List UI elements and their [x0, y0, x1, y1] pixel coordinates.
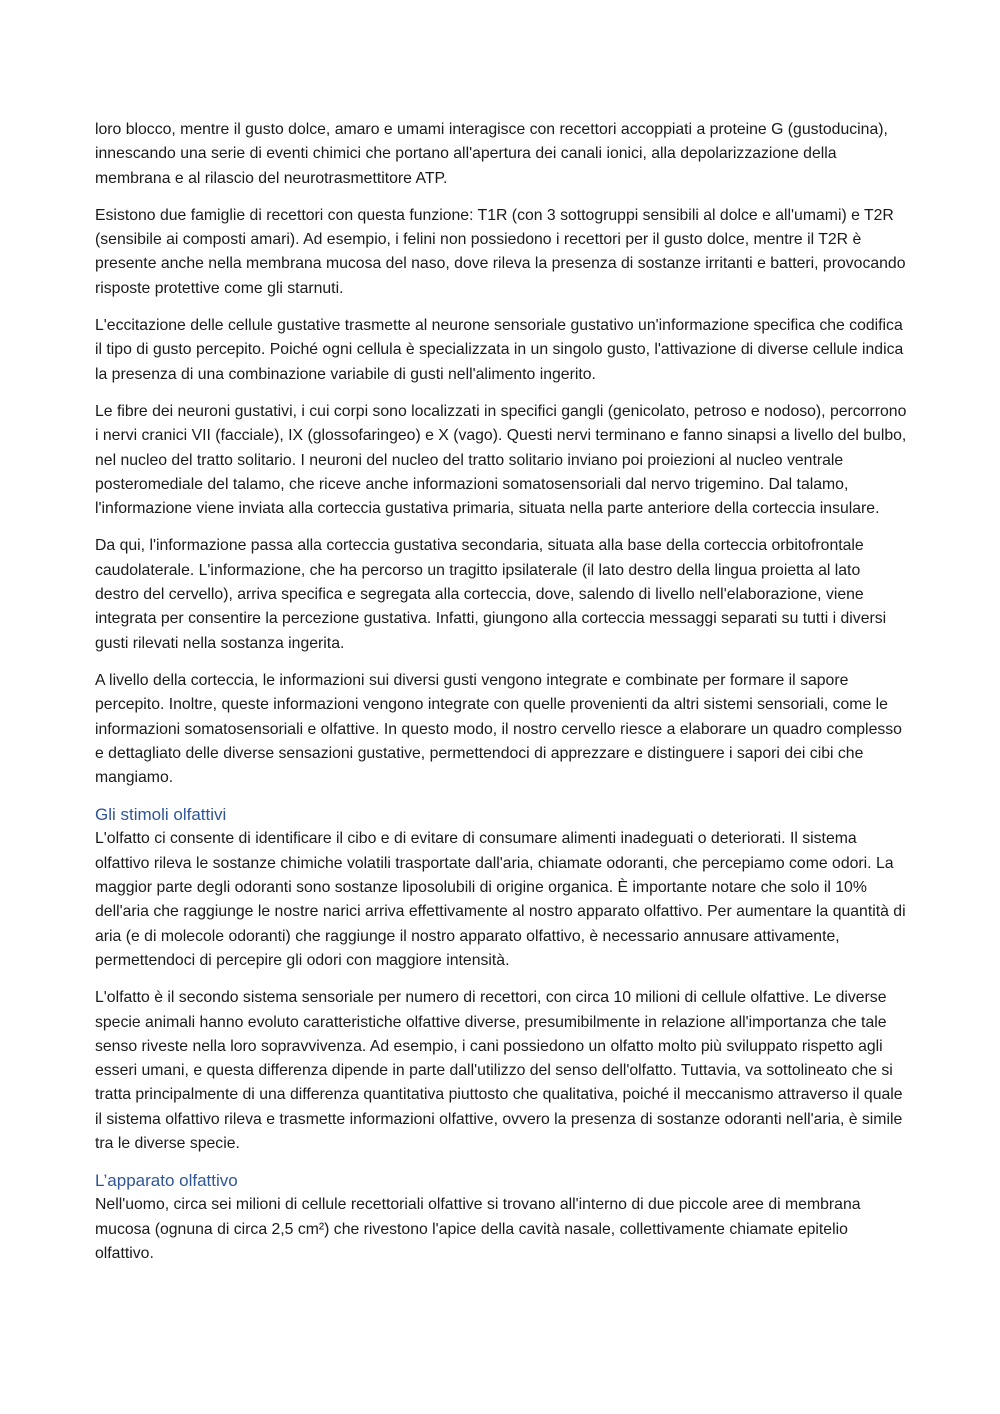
paragraph: Da qui, l'informazione passa alla corteccia gustativa secondaria, situata alla base della corteccia orbitofrontale caudolaterale. L'informazione, che ha percorso un tragitto ipsilaterale (il lato destro della lingua proietta al lato destro del cervello), arriva specifica e segregata alla corteccia, dove, salendo di livello nell'elaborazione, viene integrata per consentire la percezione gustativa. Infatti, giungono alla corteccia messaggi separati su tutti i diversi gusti rilevati nella sostanza ingerita. [95, 537, 887, 652]
paragraph: A livello della corteccia, le informazioni sui diversi gusti vengono integrate e combinate per formare il sapore percepito. Inoltre, queste informazioni vengono integrate con quelle provenienti da altri sistemi sensoriali, come le informazioni somatosensoriali e olfattive. In questo modo, il nostro cervello riesce a elaborare un quadro complesso e dettagliato delle diverse sensazioni gustative, permettendoci di apprezzare e distinguere i sapori dei cibi che mangiamo. [95, 671, 902, 787]
paragraph: L'olfatto ci consente di identificare il cibo e di evitare di consumare alimenti inadeguati o deteriorati. Il sistema olfattivo rileva le sostanze chimiche volatili trasportate dall'aria, chiamate odoranti, che percepiamo come odori. La maggior parte degli odoranti sono sostanze liposolubili di origine organica. È importante notare che solo il 10% dell'aria che raggiunge le nostre narici arriva effettivamente al nostro apparato olfattivo. Per aumentare la quantità di aria (e di molecole odoranti) che raggiunge il nostro apparato olfattivo, è necessario annusare attivamente, permettendoci di percepire gli odori con maggiore intensità. [95, 830, 906, 969]
paragraph: L'eccitazione delle cellule gustative trasmette al neurone sensoriale gustativo un'informazione specifica che codifica il tipo di gusto percepito. Poiché ogni cellula è specializzata in un singolo gusto, l'attivazione di diverse cellule indica la presenza di una combinazione variabile di gusti nell'alimento ingerito. [95, 317, 904, 383]
paragraph: Nell'uomo, circa sei milioni di cellule recettoriali olfattive si trovano all'interno di due piccole aree di membrana mucosa (ognuna di circa 2,5 cm²) che rivestono l'apice della cavità nasale, collettivamente chiamate epitelio olfattivo. [95, 1196, 861, 1262]
paragraph: L'olfatto è il secondo sistema sensoriale per numero di recettori, con circa 10 milioni di cellule olfattive. Le diverse specie animali hanno evoluto caratteristiche olfattive diverse, presumibilmente in relazione all'importanza che tale senso riveste nella loro sopravvivenza. Ad esempio, i cani possiedono un olfatto molto più sviluppato rispetto agli esseri umani, e questa differenza dipende in parte dall'utilizzo del senso dell'olfatto. Tuttavia, va sottolineato che si tratta principalmente di una differenza quantitativa piuttosto che qualitativa, poiché il meccanismo attraverso il quale il sistema olfattivo rileva e trasmette informazioni olfattive, ovvero la presenza di sostanze odoranti nell'aria, è simile tra le diverse specie. [95, 989, 903, 1152]
paragraph: loro blocco, mentre il gusto dolce, amaro e umami interagisce con recettori accoppiati a proteine G (gustoducina), innescando una serie di eventi chimici che portano all'apertura dei canali ionici, alla depolarizzazione della membrana e al rilascio del neurotrasmettitore ATP. [95, 121, 888, 187]
section-heading: Gli stimoli olfattivi [95, 805, 227, 825]
paragraph: Le fibre dei neuroni gustativi, i cui corpi sono localizzati in specifici gangli (genicolato, petroso e nodoso), percorrono i nervi cranici VII (facciale), IX (glossofaringeo) e X (vago). Questi nervi terminano e fanno sinapsi a livello del bulbo, nel nucleo del tratto solitario. I neuroni del nucleo del tratto solitario inviano poi proiezioni al nucleo ventrale posteromediale del talamo, che riceve anche informazioni somatosensoriali dal nervo trigemino. Dal talamo, l'informazione viene inviata alla corteccia gustativa primaria, situata nella parte anteriore della corteccia insulare. [95, 402, 907, 518]
section-heading: L’apparato olfattivo [95, 1171, 238, 1191]
document-page [95, 118, 907, 1279]
paragraph: Esistono due famiglie di recettori con questa funzione: T1R (con 3 sottogruppi sensibili al dolce e all'umami) e T2R (sensibile ai composti amari). Ad esempio, i felini non possiedono i recettori per il gusto dolce, mentre il T2R è presente anche nella membrana mucosa del naso, dove rileva la presenza di sostanze irritanti e batteri, provocando risposte protettive come gli starnuti. [95, 206, 906, 297]
